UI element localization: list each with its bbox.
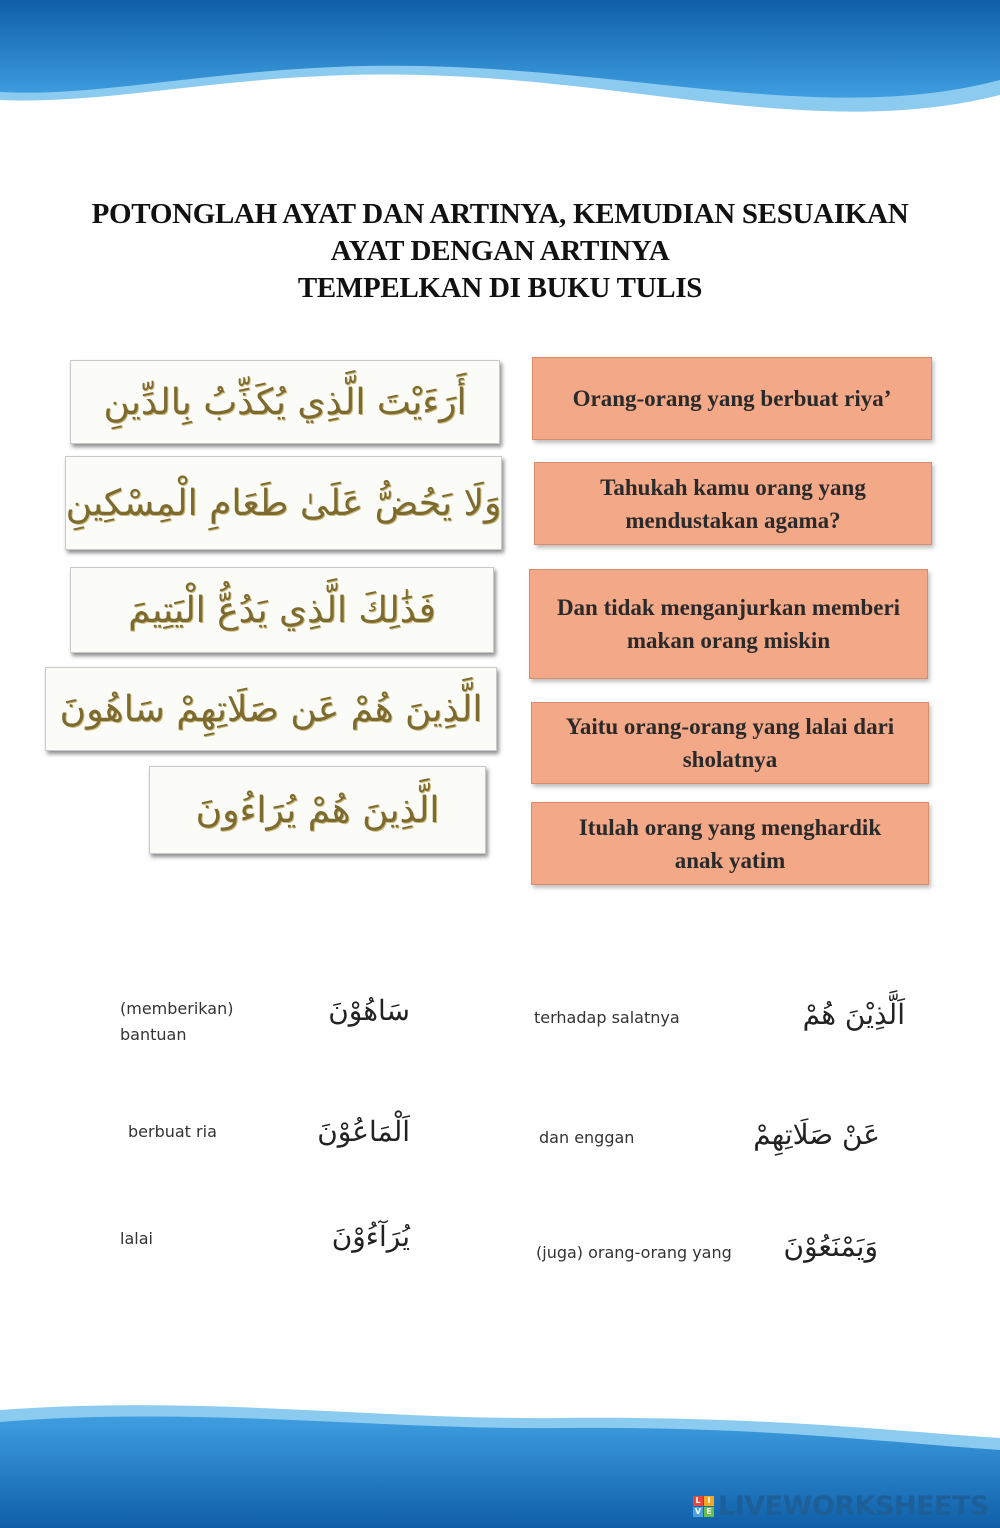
vocab-meaning-6: (juga) orang-orang yang — [536, 1243, 732, 1262]
arti-card-1[interactable]: Orang-orang yang berbuat riya’ — [532, 357, 932, 440]
arti-card-3[interactable]: Dan tidak menganjurkan memberi makan orang miskin — [529, 569, 928, 679]
arti-card-2[interactable]: Tahukah kamu orang yang mendustakan agama? — [534, 462, 932, 545]
ayat-card-1[interactable]: أَرَءَيْتَ الَّذِي يُكَذِّبُ بِالدِّينِ — [70, 360, 500, 444]
vocab-meaning-5: lalai — [120, 1229, 153, 1248]
arti-card-5[interactable]: Itulah orang yang menghardik anak yatim — [531, 802, 929, 885]
brand-name: LIVEWORKSHEETS — [718, 1490, 989, 1522]
vocab-arabic-5: يُرَآءُوْنَ — [331, 1220, 410, 1253]
vocab-meaning-2: terhadap salatnya — [534, 1008, 680, 1027]
vocab-arabic-4: عَنْ صَلَاتِهِمْ — [753, 1118, 880, 1151]
ayat-card-4[interactable]: الَّذِينَ هُمْ عَن صَلَاتِهِمْ سَاهُونَ — [45, 667, 497, 751]
ayat-card-2[interactable]: وَلَا يَحُضُّ عَلَىٰ طَعَامِ الْمِسْكِينِ — [65, 456, 502, 550]
vocab-arabic-2: اَلَّذِيْنَ هُمْ — [802, 998, 905, 1031]
ayat-card-3[interactable]: فَذَٰلِكَ الَّذِي يَدُعُّ الْيَتِيمَ — [70, 567, 494, 653]
liveworksheets-brand[interactable] — [693, 1486, 989, 1526]
vocab-arabic-3: اَلْمَاعُوْنَ — [317, 1115, 410, 1148]
vocab-arabic-6: وَيَمْنَعُوْنَ — [783, 1230, 878, 1263]
liveworksheets-logo-icon: L I V E — [693, 1496, 714, 1517]
vocab-arabic-1: سَاهُوْنَ — [328, 994, 410, 1027]
title-line-3: TEMPELKAN DI BUKU TULIS — [297, 272, 703, 304]
vocab-meaning-3: berbuat ria — [128, 1122, 217, 1141]
vocab-meaning-1: (memberikan) bantuan — [120, 999, 234, 1044]
worksheet-title — [60, 196, 940, 307]
arti-card-4[interactable]: Yaitu orang-orang yang lalai dari sholatnya — [531, 702, 929, 784]
ayat-card-5[interactable]: الَّذِينَ هُمْ يُرَاءُونَ — [149, 766, 486, 854]
title-line-2: AYAT DENGAN ARTINYA — [330, 235, 670, 267]
top-wave-decoration — [0, 0, 1000, 140]
vocab-meaning-4: dan enggan — [539, 1128, 635, 1147]
title-line-1: POTONGLAH AYAT DAN ARTINYA, KEMUDIAN SESUAIKAN — [91, 198, 909, 230]
